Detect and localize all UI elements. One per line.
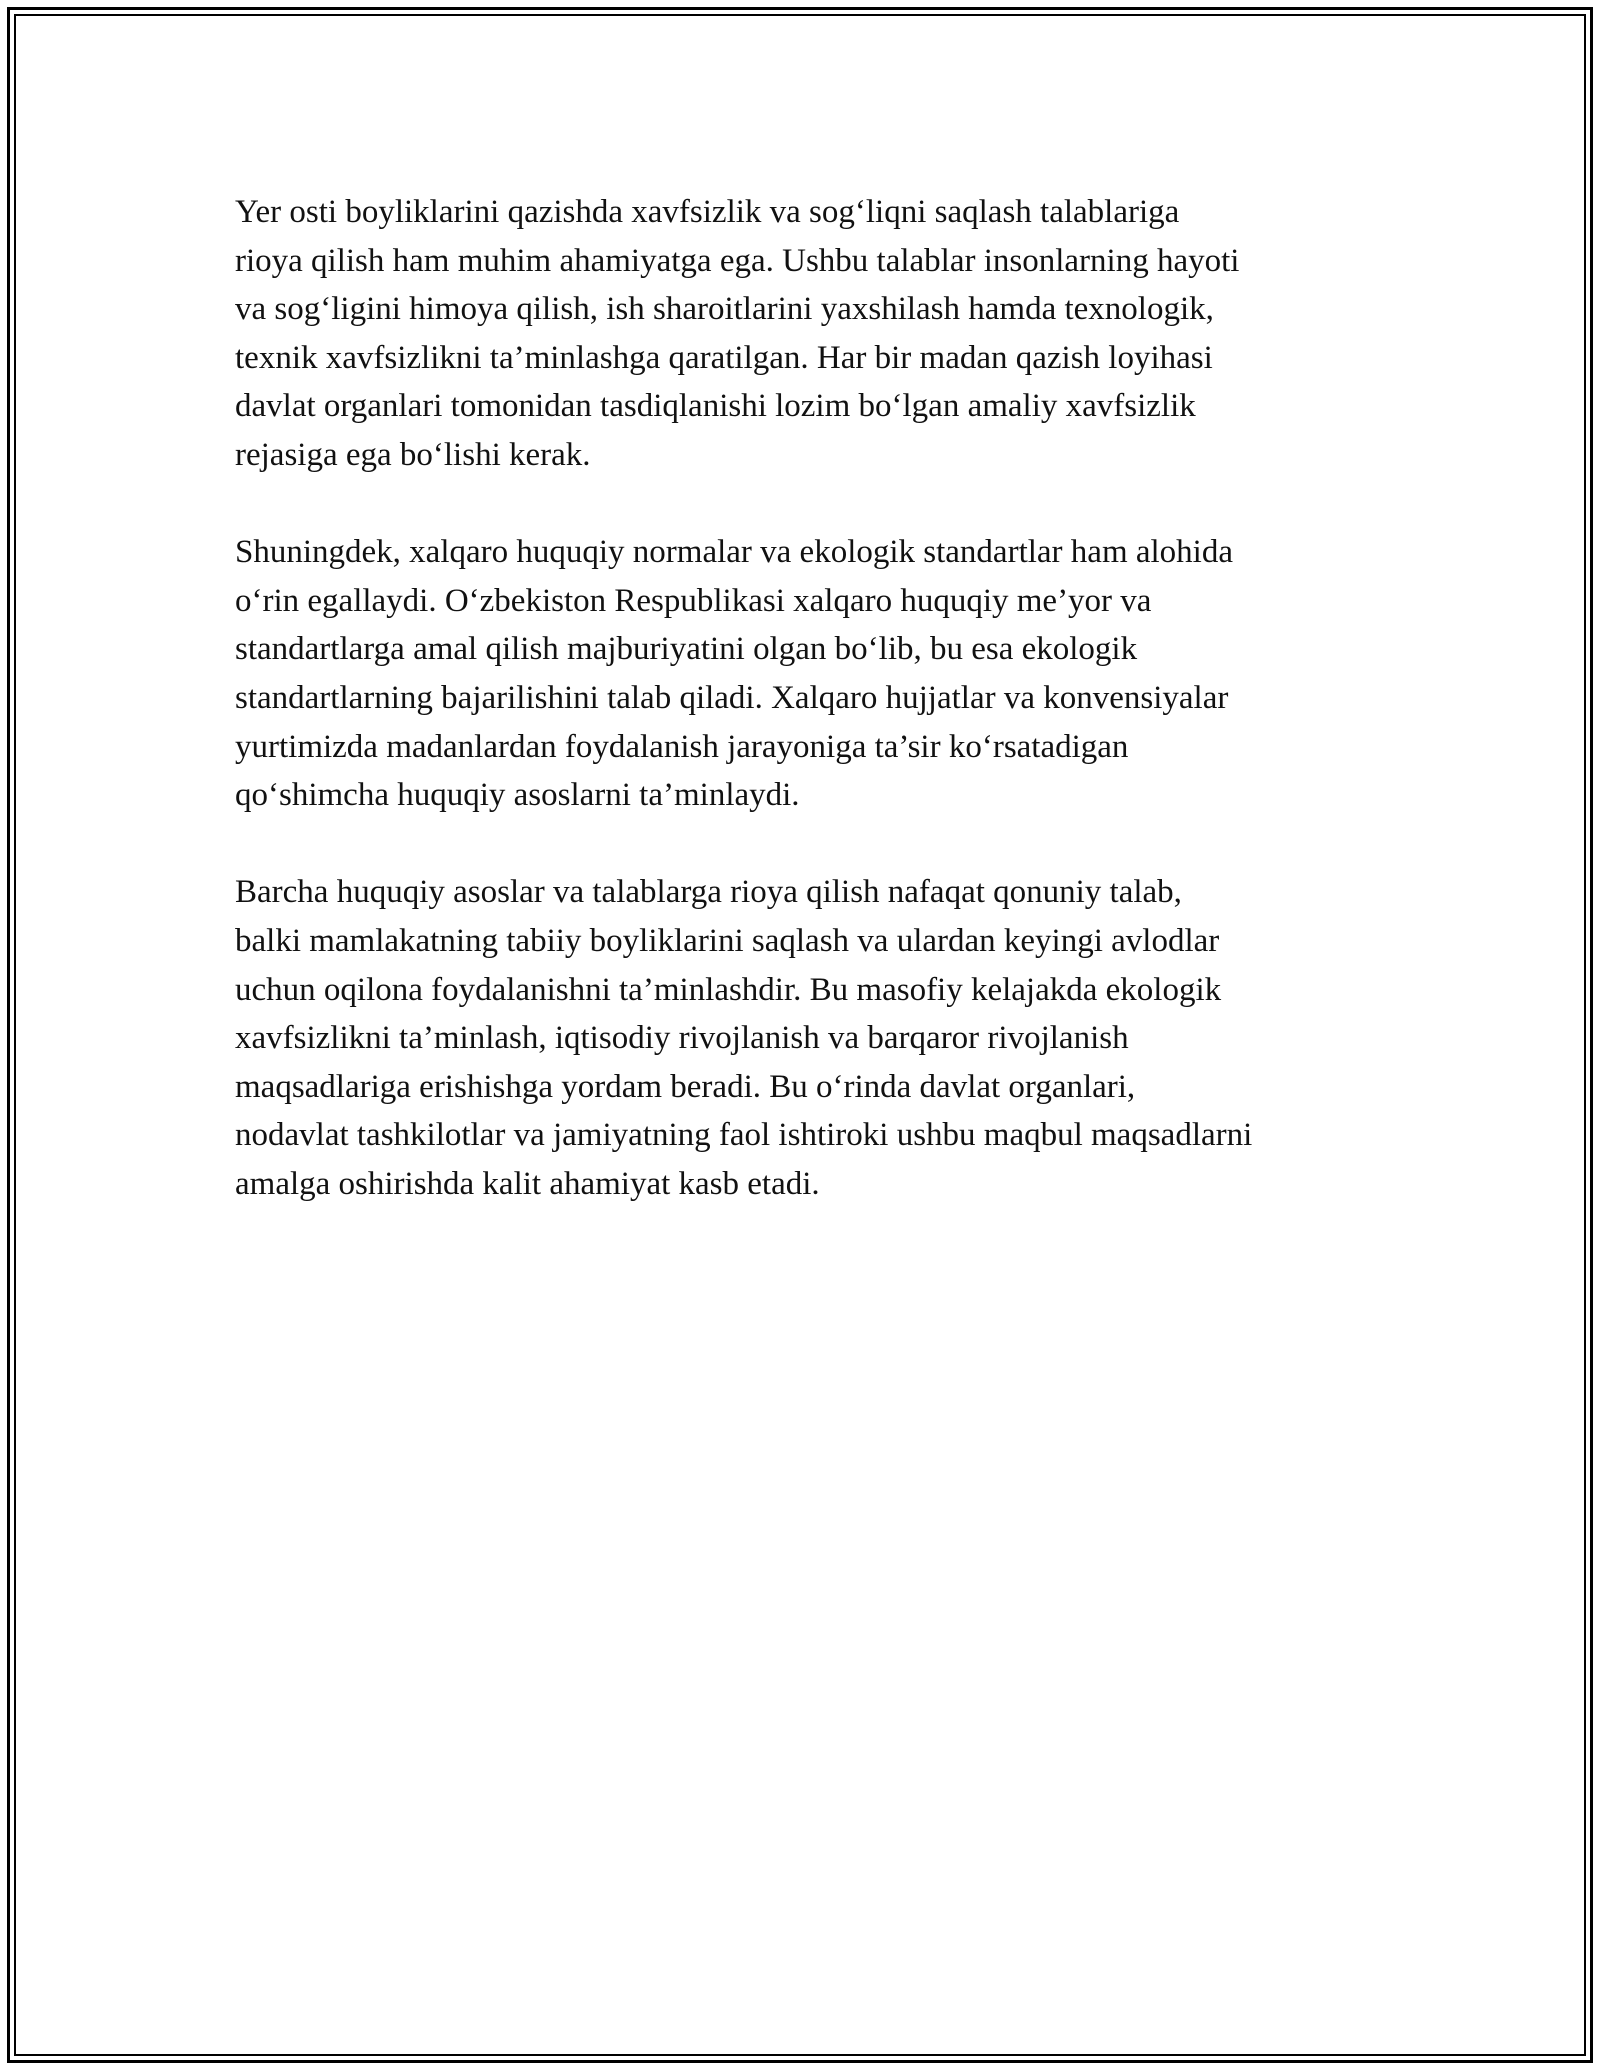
text-line: va sog‘ligini himoya qilish, ish sharoitlarini yaxshilash hamda texnologik,	[235, 291, 1214, 328]
text-line: rejasiga ega bo‘lishi kerak.	[235, 436, 591, 473]
text-line: Barcha huquqiy asoslar va talablarga rioya qilish nafaqat qonuniy talab,	[235, 874, 1182, 911]
text-line: maqsadlariga erishishga yordam beradi. Bu o‘rinda davlat organlari,	[235, 1068, 1136, 1105]
text-line: amalga oshirishda kalit ahamiyat kasb etadi.	[235, 1165, 820, 1202]
paragraph-safety-requirements	[235, 188, 1375, 480]
text-line: qo‘shimcha huquqiy asoslarni ta’minlaydi.	[235, 777, 800, 814]
text-line: standartlarga amal qilish majburiyatini olgan bo‘lib, bu esa ekologik	[235, 631, 1138, 668]
document-body	[235, 188, 1375, 1257]
text-line: yurtimizda madanlardan foydalanish jarayoniga ta’sir ko‘rsatadigan	[235, 728, 1129, 765]
text-line: o‘rin egallaydi. O‘zbekiston Respublikasi xalqaro huquqiy me’yor va	[235, 582, 1152, 619]
text-line: texnik xavfsizlikni ta’minlashga qaratilgan. Har bir madan qazish loyihasi	[235, 339, 1213, 376]
text-line: nodavlat tashkilotlar va jamiyatning faol ishtiroki ushbu maqbul maqsadlarni	[235, 1117, 1253, 1154]
text-line: rioya qilish ham muhim ahamiyatga ega. Ushbu talablar insonlarning hayoti	[235, 242, 1240, 279]
text-line: uchun oqilona foydalanishni ta’minlashdir. Bu masofiy kelajakda ekologik	[235, 971, 1222, 1008]
text-line: standartlarning bajarilishini talab qiladi. Xalqaro hujjatlar va konvensiyalar	[235, 679, 1229, 716]
text-line: balki mamlakatning tabiiy boyliklarini saqlash va ulardan keyingi avlodlar	[235, 922, 1220, 959]
paragraph-conclusion	[235, 868, 1375, 1208]
text-line: Shuningdek, xalqaro huquqiy normalar va ekologik standartlar ham alohida	[235, 534, 1233, 571]
text-line: xavfsizlikni ta’minlash, iqtisodiy rivojlanish va barqaror rivojlanish	[235, 1020, 1129, 1057]
paragraph-international-norms	[235, 528, 1375, 820]
text-line: Yer osti boyliklarini qazishda xavfsizlik va sog‘liqni saqlash talablariga	[235, 194, 1180, 230]
text-line: davlat organlari tomonidan tasdiqlanishi lozim bo‘lgan amaliy xavfsizlik	[235, 388, 1196, 425]
